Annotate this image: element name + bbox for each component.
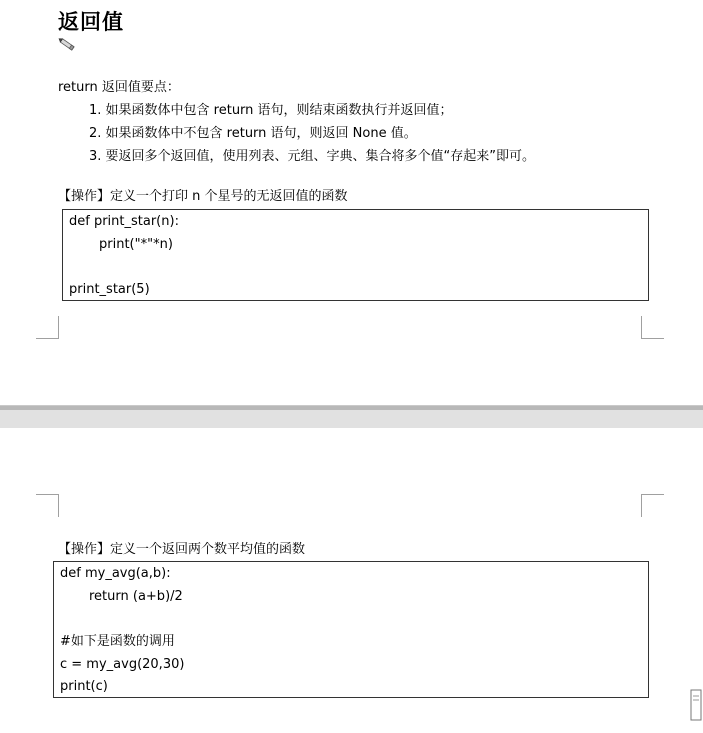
page-separator bbox=[0, 405, 703, 429]
point-item: 1. 如果函数体中包含 return 语句，则结束函数执行并返回值； bbox=[89, 103, 453, 118]
code-block bbox=[62, 209, 649, 301]
code-line: def my_avg(a,b): bbox=[60, 566, 171, 581]
section-title: 返回值 bbox=[58, 10, 124, 34]
point-item: 2. 如果函数体中不包含 return 语句，则返回 None 值。 bbox=[89, 126, 417, 141]
page-separator-shadow bbox=[0, 406, 703, 410]
code-line: print("*"*n) bbox=[99, 237, 173, 252]
code-line: def print_star(n): bbox=[69, 214, 179, 229]
intro-text: return 返回值要点： bbox=[58, 80, 180, 95]
pencil-icon bbox=[57, 36, 79, 54]
code-block bbox=[53, 561, 649, 698]
point-item: 3. 要返回多个返回值，使用列表、元组、字典、集合将多个值“存起来”即可。 bbox=[89, 149, 536, 164]
code-line: print_star(5) bbox=[69, 282, 150, 297]
document-page-2 bbox=[0, 428, 703, 733]
page-margin-corner bbox=[641, 494, 664, 517]
code-line: c = my_avg(20,30) bbox=[60, 657, 185, 672]
code-line: #如下是函数的调用 bbox=[60, 634, 175, 649]
page-margin-corner bbox=[641, 316, 664, 339]
page-margin-corner bbox=[36, 316, 59, 339]
page-margin-corner bbox=[36, 494, 59, 517]
example-caption: 【操作】定义一个打印 n 个星号的无返回值的函数 bbox=[58, 189, 348, 204]
example-caption: 【操作】定义一个返回两个数平均值的函数 bbox=[58, 542, 306, 557]
document-icon[interactable] bbox=[690, 688, 702, 722]
code-line: print(c) bbox=[60, 679, 108, 694]
code-line: return (a+b)/2 bbox=[89, 589, 183, 604]
